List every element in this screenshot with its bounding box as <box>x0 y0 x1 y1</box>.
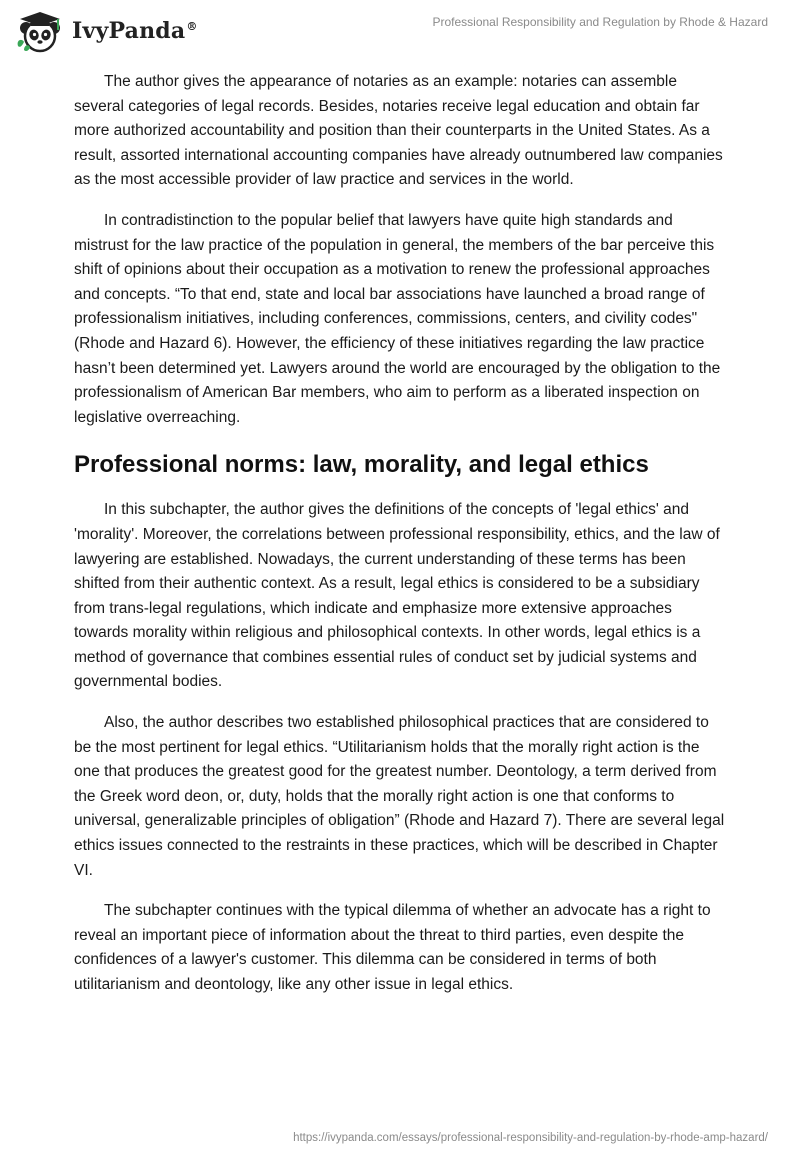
body-paragraph-2: In contradistinction to the popular belief that lawyers have quite high standards and mistrust for the law practice of the population in general, the members of the bar perceive this shift of opinions about their occupation as a motivation to renew the professional approaches and concepts. “To that end, state and local bar associations have launched a broad range of professionalism initiatives, including conferences, commissions, centers, and civility codes" (Rhode and Hazard 6). However, the efficiency of these initiatives regarding the law practice hasn’t been determined yet. Lawyers around the world are encouraged by the obligation to the professionalism of American Bar members, who aim to perform as a liberated inspection on legislative overreaching. <box>74 211 721 426</box>
source-url[interactable]: https://ivypanda.com/essays/professional-responsibility-and-regulation-by-rhode-amp-hazard/ <box>293 1132 768 1144</box>
logo-registered-mark: ® <box>186 19 198 33</box>
page-header <box>0 0 800 64</box>
section-heading: Professional norms: law, morality, and legal ethics <box>74 451 649 479</box>
body-paragraph-5: The subchapter continues with the typical dilemma of whether an advocate has a right to reveal an important piece of information about the threat to third parties, even despite the confidences of a lawyer's customer. This dilemma can be considered in terms of both utilitarianism and deontology, like any other issue in legal ethics. <box>74 902 711 993</box>
ivypanda-logo[interactable] <box>14 8 198 54</box>
essay-content <box>74 70 728 1014</box>
logo-wordmark <box>72 18 198 44</box>
body-paragraph-1: The author gives the appearance of notaries as an example: notaries can assemble several categories of legal records. Besides, notaries receive legal education and obtain far more authorized accountability and position than their counterparts in the United States. As a result, assorted international accounting companies have already outnumbered law companies as the most accessible provider of law practice and services in the world. <box>74 73 723 189</box>
running-title: Professional Responsibility and Regulation by Rhode & Hazard <box>432 15 768 29</box>
logo-text: IvyPanda <box>72 18 186 44</box>
panda-graduate-icon <box>14 8 68 54</box>
body-paragraph-4: Also, the author describes two established philosophical practices that are considered to be the most pertinent for legal ethics. “Utilitarianism holds that the morally right action is the one that produces the greatest good for the greatest number. Deontology, a term derived from the Greek word deon, or, duty, holds that the morally right action is one that conforms to universal, generalizable principles of obligation” (Rhode and Hazard 7). There are several legal ethics issues connected to the restraints in these practices, which will be described in Chapter VI. <box>74 714 725 879</box>
body-paragraph-3: In this subchapter, the author gives the definitions of the concepts of 'legal ethics' and 'morality'. Moreover, the correlations between professional responsibility, ethics, and the law of lawyering are established. Nowadays, the current understanding of these terms has been shifted from their authentic context. As a result, legal ethics is considered to be a subsidiary from trans-legal regulations, which indicate and emphasize more extensive approaches towards morality within religious and philosophical contexts. In other words, legal ethics is a method of governance that combines essential rules of conduct set by judicial systems and governmental bodies. <box>74 501 720 691</box>
